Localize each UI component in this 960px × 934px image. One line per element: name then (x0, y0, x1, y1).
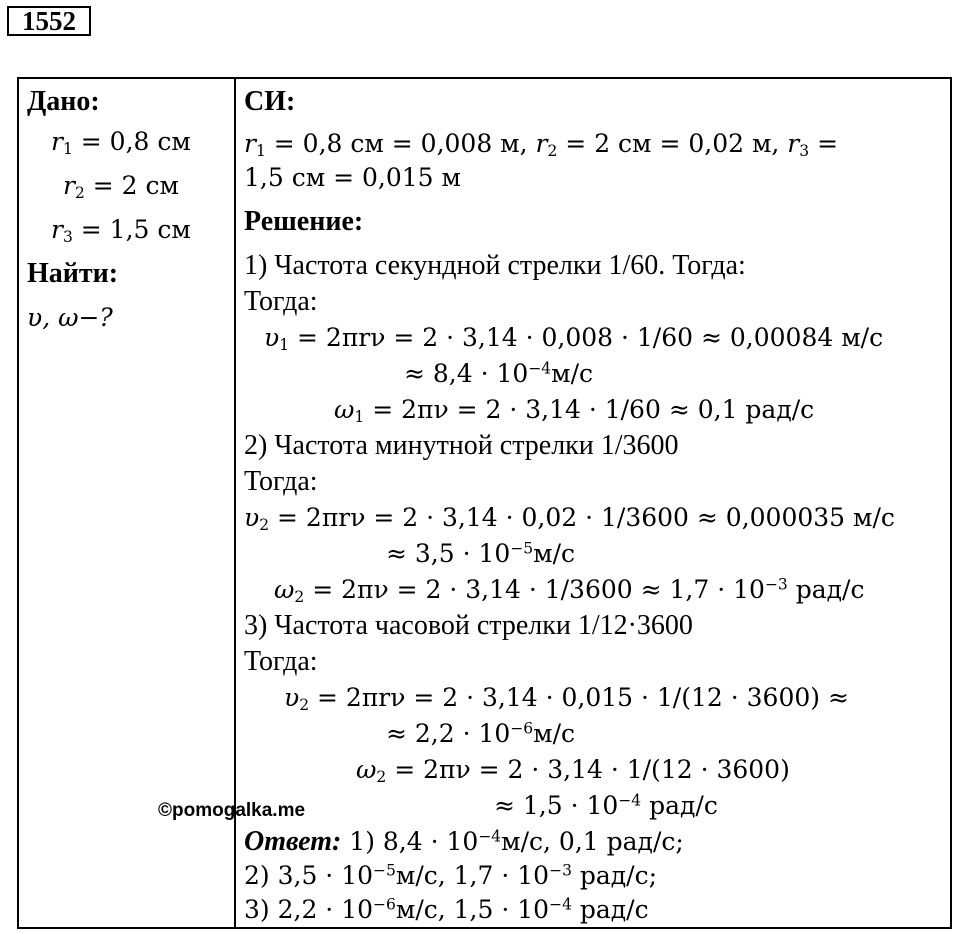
solution-column (236, 79, 950, 927)
solution-title: Решение: (244, 206, 364, 237)
step-1-then: Тогда: (244, 286, 318, 317)
find-title: Найти: (27, 258, 119, 289)
given-r2: $r_2 = 2$ см (63, 171, 179, 202)
step-3-then: Тогда: (244, 646, 318, 677)
w3-result: ≈ $1,5 \cdot 10^{-4}$ рад/с (494, 791, 718, 820)
w1-formula: $\omega_1 = 2\pi\nu = 2 \cdot 3,14 \cdot 1/60 \approx 0,1$ рад/с (334, 395, 815, 426)
given-r1: $r_1 = 0,8$ см (51, 127, 191, 158)
si-line-1: $r_1 = 0,8$ см = 0,008 м, $r_2 = 2$ см = 0,02 м, $r_3$ = (244, 129, 839, 160)
v3-result: ≈ $2,2 \cdot 10^{-6}м/с$ (386, 719, 576, 748)
v2-result: ≈ $3,5 \cdot 10^{-5}м/с$ (386, 539, 576, 568)
step-2-text: 2) Частота минутной стрелки 1/3600 (244, 430, 679, 461)
v1-formula: $\upsilon_1 = 2\pi r\nu = 2 \cdot 3,14 \cdot 0,008 \cdot 1/60 \approx 0,00084$ м/с (264, 323, 884, 354)
watermark: ©pomogalka.me (158, 800, 306, 821)
v3-formula: $\upsilon_2 = 2\pi r\nu = 2 \cdot 3,14 \cdot 0,015 \cdot 1/(12 \cdot 3600)$ ≈ (284, 683, 849, 714)
si-title: СИ: (244, 86, 296, 117)
step-3-text: 3) Частота часовой стрелки 1/12·3600 (244, 610, 693, 641)
answer-line-3: 3) $2,2 \cdot 10^{-6}м/с$, $1,5 \cdot 10^{-4}$ рад/с (244, 895, 649, 924)
w3-formula: $\omega_2 = 2\pi\nu = 2 \cdot 3,14 \cdot 1/(12 \cdot 3600)$ (356, 755, 790, 786)
answer-line-1: Ответ: 1) $8,4 \cdot 10^{-4}м/с$, 0,1 рад/с; (244, 826, 684, 857)
answer-label: Ответ: (244, 826, 342, 857)
given-title: Дано: (27, 86, 100, 117)
v1-result: ≈ $8,4 \cdot 10^{-4}м/с$ (404, 359, 594, 388)
step-1-text: 1) Частота секундной стрелки 1/60. Тогда: (244, 250, 746, 281)
step-2-then: Тогда: (244, 466, 318, 497)
find-value: υ, ω−? (27, 303, 113, 332)
v2-formula: $\upsilon_2 = 2\pi r\nu = 2 \cdot 3,14 \cdot 0,02 \cdot 1/3600 \approx 0,000035$ м/с (244, 503, 895, 534)
problem-number: 1552 (7, 6, 91, 36)
w2-formula: $\omega_2 = 2\pi\nu = 2 \cdot 3,14 \cdot 1/3600 \approx 1,7 \cdot 10^{-3}$ рад/с (274, 575, 865, 606)
si-line-2: 1,5 см = 0,015 м (244, 163, 461, 192)
answer-line-2: 2) $3,5 \cdot 10^{-5}м/с$, $1,7 \cdot 10^{-3}$ рад/с; (244, 861, 658, 890)
given-r3: $r_3 = 1,5$ см (51, 215, 191, 246)
